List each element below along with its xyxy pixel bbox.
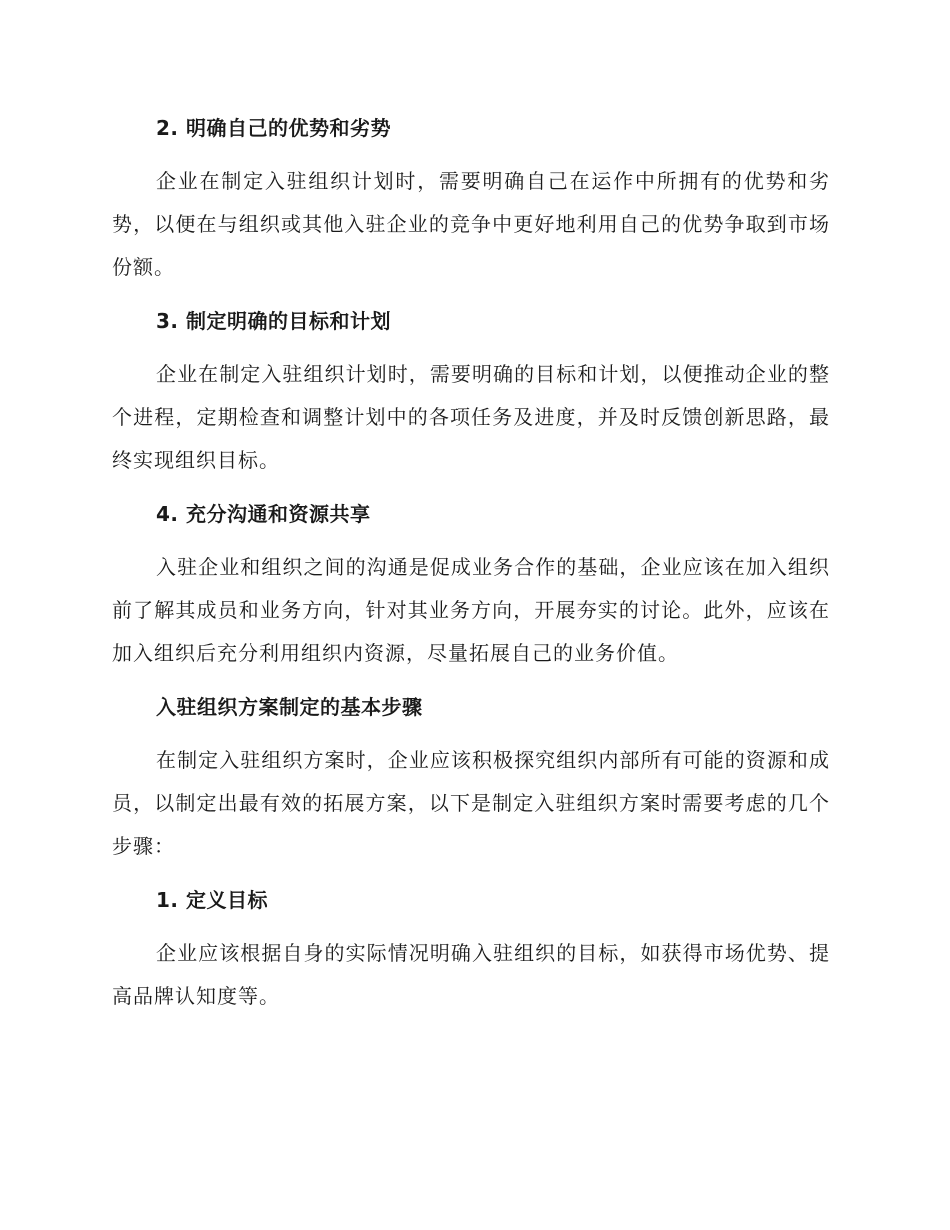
section-heading-basic-steps: 入驻组织方案制定的基本步骤 (156, 695, 423, 719)
section-paragraph-advantages: 企业在制定入驻组织计划时，需要明确自己在运作中所拥有的优势和劣势，以便在与组织或其他入驻企业的竞争中更好地利用自己的优势争取到市场份额。 (112, 169, 830, 279)
section-paragraph-communication: 入驻企业和组织之间的沟通是促成业务合作的基础，企业应该在加入组织前了解其成员和业务方向，针对其业务方向，开展夯实的讨论。此外，应该在加入组织后充分利用组织内资源，尽量拓展自己的业务价值。 (112, 555, 830, 665)
document-body (112, 108, 830, 1018)
section-heading-advantages: 2. 明确自己的优势和劣势 (156, 116, 391, 140)
section-paragraph-define-goals: 企业应该根据自身的实际情况明确入驻组织的目标，如获得市场优势、提高品牌认知度等。 (112, 941, 830, 1008)
section-heading-define-goals: 1. 定义目标 (156, 888, 268, 912)
section-paragraph-basic-steps: 在制定入驻组织方案时，企业应该积极探究组织内部所有可能的资源和成员，以制定出最有效的拓展方案，以下是制定入驻组织方案时需要考虑的几个步骤： (112, 748, 830, 858)
section-paragraph-goals-plan: 企业在制定入驻组织计划时，需要明确的目标和计划，以便推动企业的整个进程，定期检查和调整计划中的各项任务及进度，并及时反馈创新思路，最终实现组织目标。 (112, 362, 830, 472)
section-heading-goals-plan: 3. 制定明确的目标和计划 (156, 309, 391, 333)
section-heading-communication: 4. 充分沟通和资源共享 (156, 502, 371, 526)
